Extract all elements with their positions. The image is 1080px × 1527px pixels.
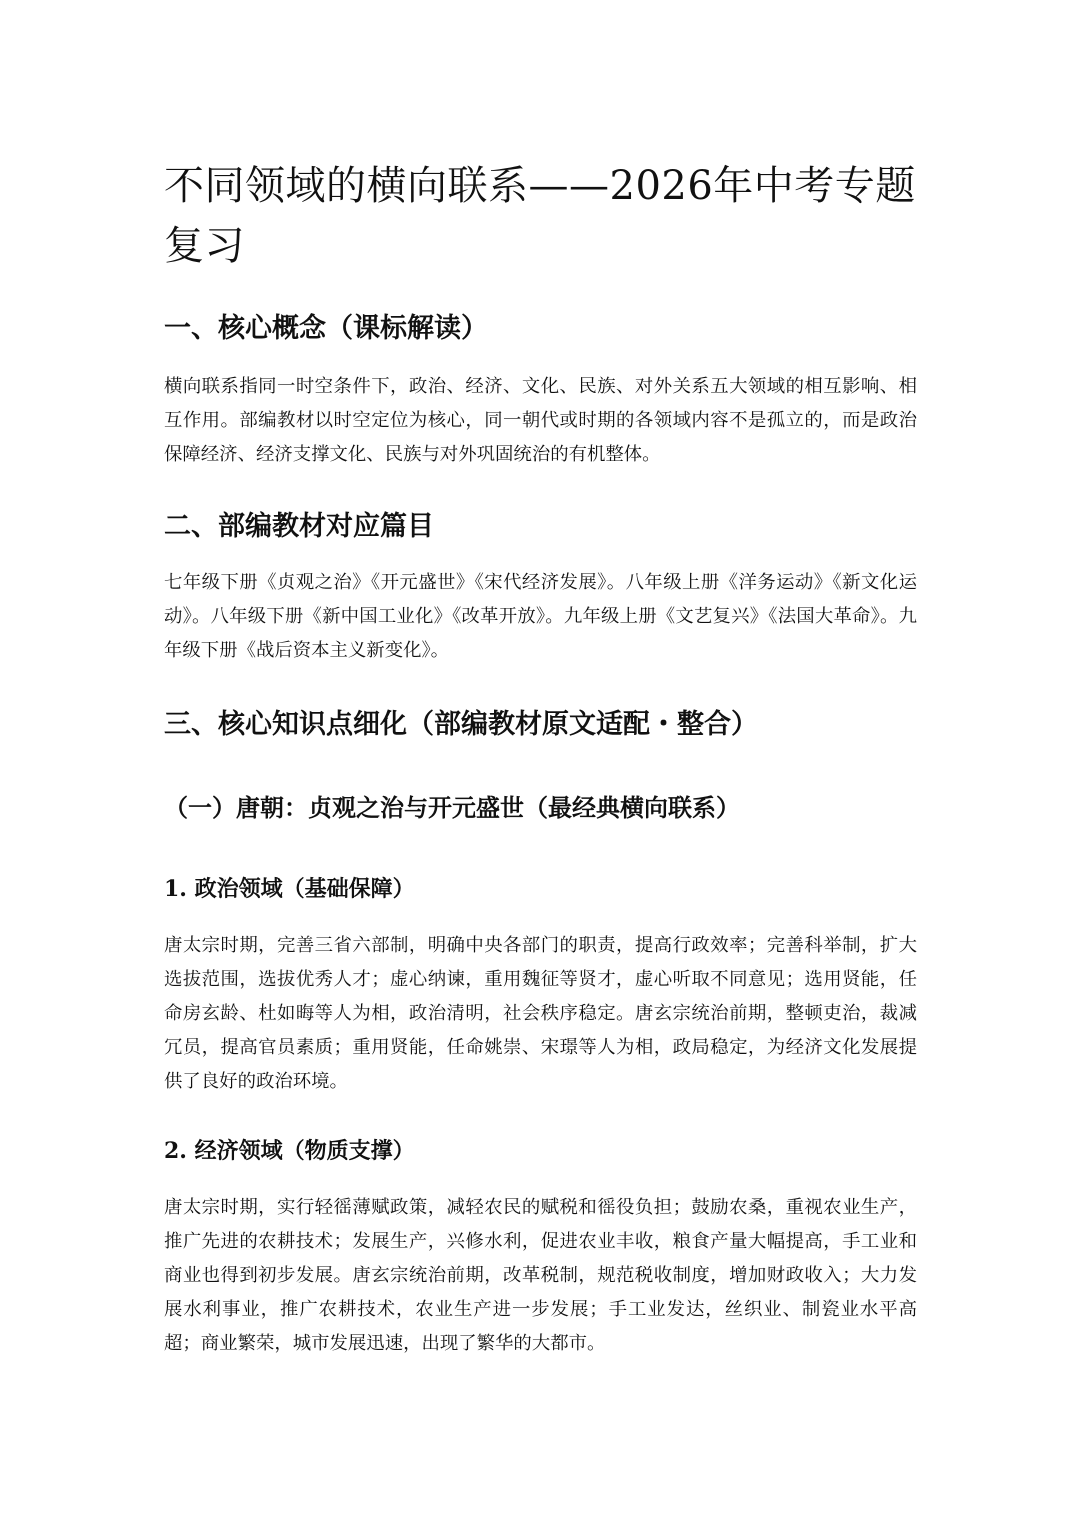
document-title: 不同领域的横向联系——2026年中考专题复习	[164, 163, 916, 269]
item-body-economy: 唐太宗时期，实行轻徭薄赋政策，减轻农民的赋税和徭役负担；鼓励农桑，重视农业生产，推广先进的农耕技术；发展生产，兴修水利，促进农业丰收，粮食产量大幅提高，手工业和商业也得到初步发展。唐玄宗统治前期，改革税制，规范税收制度，增加财政收入；大力发展水利事业，推广农耕技术，农业生产进一步发展；手工业发达，丝织业、制瓷业水平高超；商业繁荣，城市发展迅速，出现了繁华的大都市。	[164, 1197, 917, 1354]
section-heading-core-concept: 一、核心概念（课标解读）	[164, 313, 488, 344]
item-body-politics: 唐太宗时期，完善三省六部制，明确中央各部门的职责，提高行政效率；完善科举制，扩大选拔范围，选拔优秀人才；虚心纳谏，重用魏征等贤才，虚心听取不同意见；选用贤能，任命房玄龄、杜如晦等人为相，政治清明，社会秩序稳定。唐玄宗统治前期，整顿吏治，裁减冗员，提高官员素质；重用贤能，任命姚崇、宋璟等人为相，政局稳定，为经济文化发展提供了良好的政治环境。	[164, 935, 917, 1092]
subsection-heading-tang: （一）唐朝：贞观之治与开元盛世（最经典横向联系）	[164, 793, 740, 822]
item-heading-politics: 1. 政治领域（基础保障）	[164, 876, 415, 902]
item-heading-economy: 2. 经济领域（物质支撑）	[164, 1138, 415, 1164]
section-heading-textbook-chapters: 二、部编教材对应篇目	[164, 511, 434, 542]
section-body-core-concept: 横向联系指同一时空条件下，政治、经济、文化、民族、对外关系五大领域的相互影响、相互作用。部编教材以时空定位为核心，同一朝代或时期的各领域内容不是孤立的，而是政治保障经济、经济支撑文化、民族与对外巩固统治的有机整体。	[164, 376, 917, 465]
section-body-textbook-chapters: 七年级下册《贞观之治》《开元盛世》《宋代经济发展》。八年级上册《洋务运动》《新文化运动》。八年级下册《新中国工业化》《改革开放》。九年级上册《文艺复兴》《法国大革命》。九年级下册《战后资本主义新变化》。	[164, 572, 917, 661]
section-heading-knowledge-points: 三、核心知识点细化（部编教材原文适配・整合）	[164, 709, 758, 740]
